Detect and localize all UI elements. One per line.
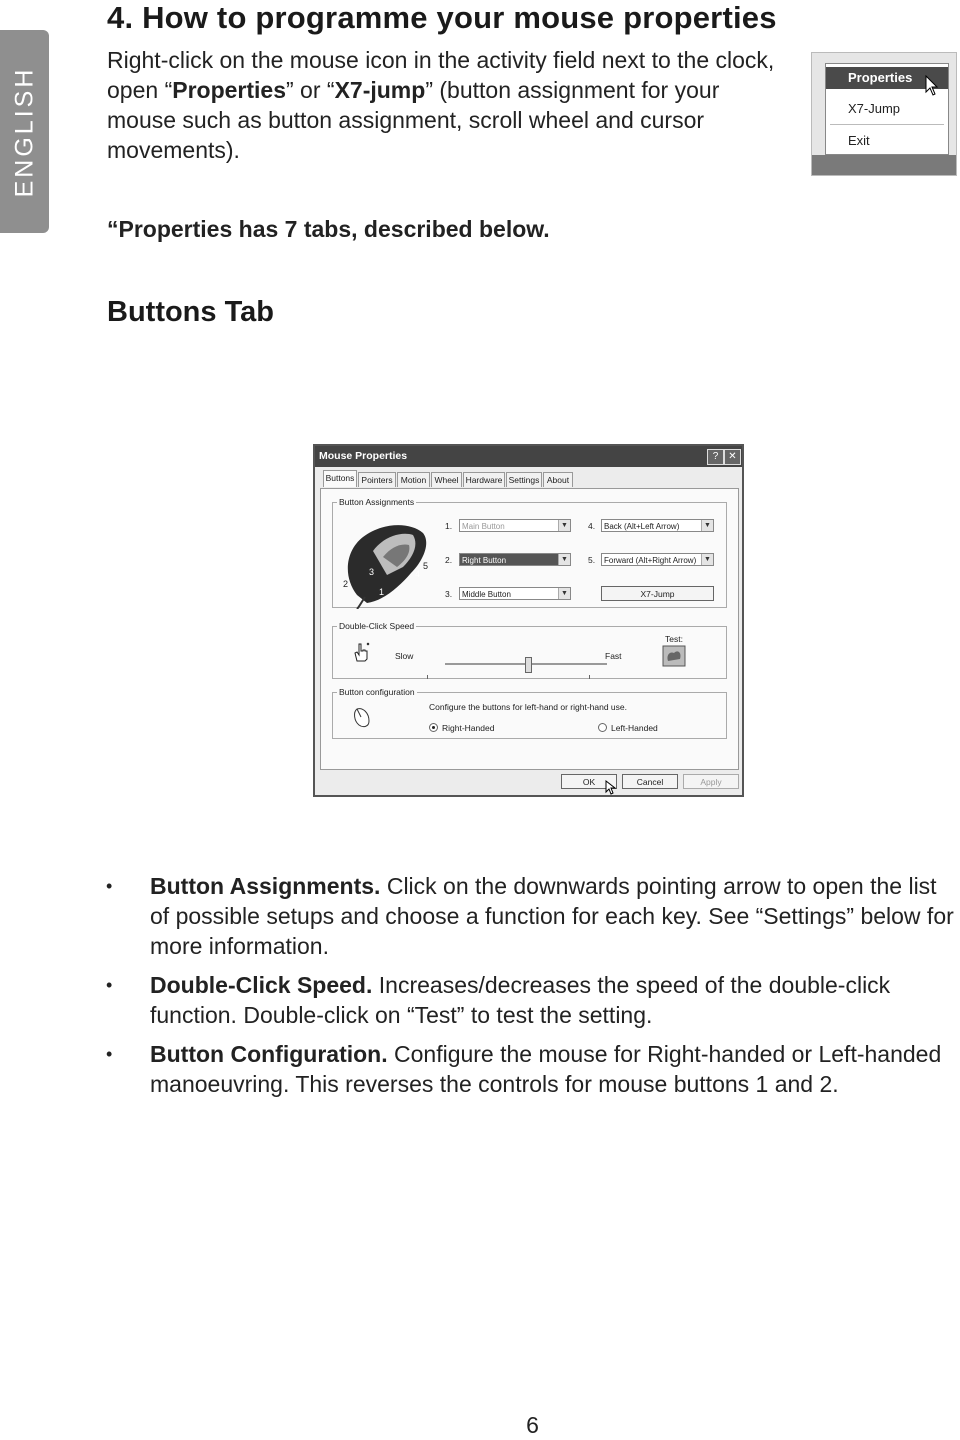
assign-num-3: 3.: [445, 589, 453, 599]
bullet-item: [106, 871, 955, 961]
buttons-tab-pane: [320, 488, 739, 770]
assign-num-5: 5.: [588, 555, 596, 565]
mouse-label-4: 4: [415, 569, 421, 579]
slider-tick-min: [427, 675, 428, 679]
button-configuration-group: [332, 687, 727, 739]
bullet-item: [106, 1039, 955, 1099]
feature-bullet-list: [106, 871, 955, 1108]
tab-about[interactable]: About: [543, 472, 573, 487]
intro-text-2: or: [293, 77, 327, 103]
apply-button[interactable]: Apply: [683, 774, 739, 789]
tab-pointers[interactable]: Pointers: [358, 472, 396, 487]
assign-num-4: 4.: [588, 521, 596, 531]
system-tray: [812, 155, 956, 175]
menu-item-exit[interactable]: Exit: [848, 133, 870, 148]
intro-paragraph: Right-click on the mouse icon in the activity field next to the clock, open “Properties” or “X7-jump” (button assignment for your mouse such as button assignment, scroll wheel and cursor movements).: [107, 47, 775, 163]
mouse-label-3: 3: [369, 567, 375, 577]
hand-pointer-icon: [351, 641, 373, 663]
assign-select-5[interactable]: [601, 553, 714, 566]
bullet-title: Button Assignments.: [150, 873, 381, 899]
button-configuration-legend: Button configuration: [339, 687, 415, 697]
chevron-down-icon: ▼: [558, 554, 570, 565]
intro-text-1: Right-click on the mouse icon in the activity field next to the clock, open: [107, 47, 775, 103]
mouse-label-5: 5: [423, 561, 429, 571]
assign-num-1: 1.: [445, 521, 453, 531]
tab-buttons[interactable]: Buttons: [323, 470, 357, 487]
bullet-marker: •: [106, 975, 113, 995]
slow-label: Slow: [395, 651, 414, 661]
button-assignments-legend: Button Assignments: [339, 497, 415, 507]
chevron-down-icon: ▼: [701, 520, 713, 531]
x7-jump-button[interactable]: X7-Jump: [601, 586, 714, 601]
fast-label: Fast: [605, 651, 622, 661]
intro-text-3: (button assignment for your mouse such as button assignment, scroll wheel and cursor movements).: [107, 77, 720, 163]
properties-tabs-note: “Properties has 7 tabs, described below.: [107, 216, 550, 242]
slider-tick-max: [589, 675, 590, 679]
mouse-label-1: 1: [379, 587, 385, 597]
test-area-icon[interactable]: [662, 645, 686, 667]
mouse-cursor-icon: [925, 75, 941, 97]
chevron-down-icon: ▼: [701, 554, 713, 565]
mouse-cursor-icon: [605, 780, 617, 796]
assign-value-1: Main Button: [462, 522, 505, 531]
bullet-text: Configure the mouse for Right-handed or Left-handed manoeuvring. This reverses the controls for mouse buttons 1 and 2.: [150, 1041, 942, 1097]
assign-select-3[interactable]: [459, 587, 571, 600]
intro-bold-x7jump: X7-jump: [334, 77, 426, 103]
cancel-button[interactable]: Cancel: [622, 774, 678, 789]
double-click-slider-thumb[interactable]: [525, 657, 532, 673]
assign-select-4[interactable]: [601, 519, 714, 532]
double-click-legend: Double-Click Speed: [339, 621, 415, 631]
bullet-text: Click on the downwards pointing arrow to open the list of possible setups and choose a function for each key. See “Settings” below for more information.: [150, 873, 954, 959]
close-button[interactable]: ✕: [724, 449, 741, 465]
bullet-text: Increases/decreases the speed of the double-click function. Double-click on “Test” to test the setting.: [150, 972, 891, 1028]
page-number: 6: [526, 1412, 539, 1438]
mouse-properties-dialog: [313, 444, 744, 797]
menu-item-x7-jump[interactable]: X7-Jump: [848, 101, 901, 116]
tab-motion[interactable]: Motion: [397, 472, 430, 487]
double-click-group: [332, 621, 727, 679]
radio-selected-icon: [429, 723, 438, 732]
language-label: ENGLISH: [10, 66, 38, 197]
tab-settings[interactable]: Settings: [506, 472, 542, 487]
radio-empty-icon: [598, 723, 607, 732]
tab-hardware[interactable]: Hardware: [463, 472, 505, 487]
bullet-item: [106, 970, 955, 1030]
assign-value-4: Back (Alt+Left Arrow): [604, 522, 680, 531]
ok-button[interactable]: OK: [561, 774, 617, 789]
tab-wheel[interactable]: Wheel: [431, 472, 462, 487]
intro-bold-properties: Properties: [172, 77, 286, 103]
assign-num-2: 2.: [445, 555, 453, 565]
mouse-label-2: 2: [343, 579, 349, 589]
chevron-down-icon: ▼: [558, 588, 570, 599]
left-handed-radio[interactable]: [598, 723, 658, 733]
language-tab: [0, 30, 49, 233]
assign-value-2: Right Button: [462, 556, 507, 565]
config-instruction: Configure the buttons for left-hand or right-hand use.: [429, 702, 627, 712]
right-handed-label: Right-Handed: [442, 723, 495, 733]
bullet-marker: •: [106, 876, 113, 896]
test-label: Test:: [665, 634, 683, 644]
assign-select-1[interactable]: [459, 519, 571, 532]
chevron-down-icon: ▼: [558, 520, 570, 531]
bullet-marker: •: [106, 1044, 113, 1064]
mouse-diagram-icon: [339, 517, 435, 609]
section-title: Buttons Tab: [107, 296, 274, 328]
properties-tabs-text: Properties has 7 tabs, described below.: [118, 216, 550, 242]
assign-select-2[interactable]: [459, 553, 571, 566]
right-handed-radio[interactable]: [429, 723, 494, 733]
assign-value-3: Middle Button: [462, 590, 511, 599]
left-handed-label: Left-Handed: [611, 723, 658, 733]
context-menu-screenshot: [811, 52, 957, 176]
help-button[interactable]: ?: [707, 449, 724, 465]
assign-value-5: Forward (Alt+Right Arrow): [604, 556, 697, 565]
menu-separator: [830, 124, 944, 125]
page-heading: 4. How to programme your mouse properties: [107, 0, 777, 35]
dialog-title: Mouse Properties: [315, 446, 742, 467]
bullet-title: Button Configuration.: [150, 1041, 388, 1067]
bullet-title: Double-Click Speed.: [150, 972, 373, 998]
menu-item-properties[interactable]: Properties: [826, 67, 948, 89]
mouse-config-icon: [351, 705, 373, 729]
